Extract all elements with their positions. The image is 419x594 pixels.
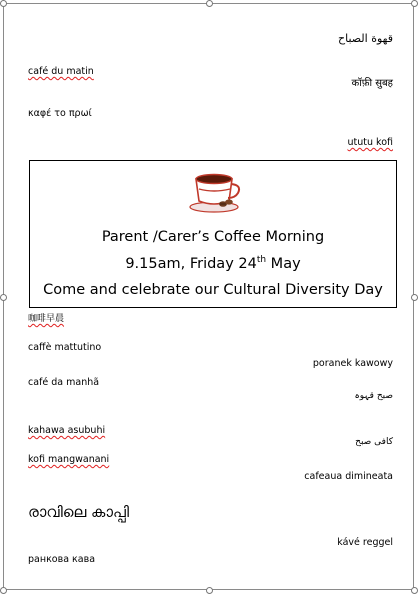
phrase-italian: caffè mattutino	[28, 342, 102, 353]
phrase-swahili: kahawa asubuhi	[28, 425, 106, 436]
phrase-twi: kofi mangwanani	[28, 454, 110, 465]
phrase-french: café du matin	[28, 66, 94, 77]
event-box	[29, 160, 397, 308]
coffee-cup-icon	[188, 167, 244, 215]
phrase-persian: کافی صبح	[355, 437, 393, 447]
resize-handle-middle-right[interactable]	[411, 294, 418, 301]
event-date-main: 9.15am, Friday 24	[125, 256, 257, 272]
phrase-greek: καφέ το πρωί	[28, 108, 92, 119]
resize-handle-top-left[interactable]	[0, 0, 7, 7]
resize-handle-bottom-left[interactable]	[0, 587, 7, 594]
phrase-swahili-short: ututu kofi	[347, 137, 393, 148]
event-title: Parent /Carer’s Coffee Morning	[101, 229, 325, 245]
resize-handle-top-middle[interactable]	[206, 0, 213, 7]
event-date-month: May	[266, 256, 301, 272]
phrase-ukrainian: ранкова кава	[28, 554, 96, 565]
event-tagline: Come and celebrate our Cultural Diversity Day	[43, 282, 383, 298]
phrase-hungarian: kávé reggel	[337, 537, 393, 548]
phrase-hindi: कॉफ़ी सुबह	[351, 78, 393, 89]
phrase-romanian: cafeaua dimineata	[304, 471, 393, 482]
phrase-urdu: صبح قہوہ	[354, 391, 393, 401]
event-date-ordinal: th	[256, 255, 267, 266]
resize-handle-middle-left[interactable]	[0, 294, 7, 301]
phrase-arabic: قهوة الصباح	[338, 32, 393, 45]
phrase-malayalam: രാവിലെ കാപ്പി	[28, 503, 130, 521]
phrase-portuguese: café da manhã	[28, 377, 100, 388]
resize-handle-top-right[interactable]	[411, 0, 418, 7]
resize-handle-bottom-middle[interactable]	[206, 587, 213, 594]
resize-handle-bottom-right[interactable]	[411, 587, 418, 594]
event-date	[30, 255, 396, 273]
phrase-chinese: 咖啡早晨	[28, 314, 65, 324]
phrase-polish: poranek kawowy	[312, 358, 393, 369]
